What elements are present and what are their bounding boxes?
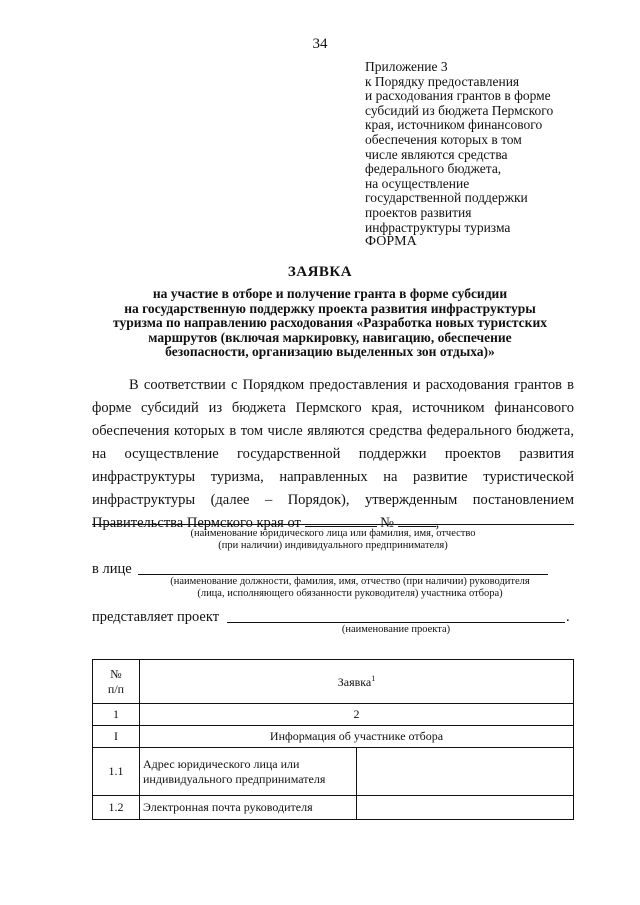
subtitle-line: на участие в отборе и получение гранта в форме субсидии bbox=[152, 286, 508, 301]
appendix-line: федерального бюджета, bbox=[365, 161, 502, 177]
index-cell: 1 bbox=[93, 704, 140, 726]
row-label-cell: Адрес юридического лица или индивидуального предпринимателя bbox=[140, 748, 357, 796]
row-label-cell: Электронная почта руководителя bbox=[140, 796, 357, 820]
comma: , bbox=[435, 515, 440, 531]
project-name-field[interactable] bbox=[227, 622, 565, 623]
project-caption: (наименование проекта) bbox=[341, 624, 451, 635]
appendix-block bbox=[365, 60, 595, 235]
representative-field[interactable] bbox=[138, 574, 548, 575]
header-number-cell bbox=[93, 660, 140, 704]
document-title: ЗАЯВКА bbox=[287, 264, 353, 280]
applicant-name-field[interactable] bbox=[92, 524, 574, 525]
appendix-line: проектов развития bbox=[365, 204, 472, 220]
number-sign: № bbox=[380, 515, 394, 531]
form-label: ФОРМА bbox=[365, 234, 417, 249]
table-header-row bbox=[93, 660, 574, 704]
header-number-label: п/п bbox=[107, 681, 125, 696]
header-request-label: Заявка bbox=[337, 674, 372, 689]
row-number-cell: 1.2 bbox=[93, 796, 140, 820]
subtitle-line: безопасности, организацию выделенных зон отдыха)» bbox=[165, 344, 495, 359]
table-row bbox=[93, 796, 574, 820]
subtitle-line: на государственную поддержку проекта развития инфраструктуры bbox=[124, 300, 536, 316]
representative-caption bbox=[110, 576, 590, 600]
appendix-line: на осуществление bbox=[365, 175, 470, 191]
table-index-row bbox=[93, 704, 574, 726]
caption-line: (при наличии) индивидуального предпринимателя) bbox=[218, 540, 448, 551]
caption-line: (лица, исполняющего обязанности руководителя) участника отбора) bbox=[197, 588, 503, 599]
header-number-label: № bbox=[110, 666, 122, 681]
footnote-mark: 1 bbox=[371, 673, 376, 683]
appendix-line: числе являются средства bbox=[365, 146, 508, 162]
table-section-row bbox=[93, 726, 574, 748]
row-number-cell: 1.1 bbox=[93, 748, 140, 796]
subtitle-line: туризма по направлению расходования «Разработка новых туристских bbox=[113, 315, 547, 330]
appendix-line: обеспечения которых в том bbox=[365, 131, 522, 147]
appendix-line: и расходования грантов в форме bbox=[365, 88, 551, 104]
section-number-cell: I bbox=[93, 726, 140, 748]
request-table bbox=[92, 659, 574, 820]
representative-label: в лице bbox=[92, 561, 132, 577]
caption-line: (наименование юридического лица или фамилия, имя, отчество bbox=[190, 528, 476, 539]
caption-line: (наименование должности, фамилия, имя, отчество (при наличии) руководителя bbox=[170, 576, 530, 587]
body-text: В соответствии с Порядком предоставления и расходования грантов в форме субсидий из бюджета Пермского края, источником финансового обеспечения которых в том числе являются средства федерального бюджета, на осуществление государственной поддержки проектов развития инфраструктуры туризма, направленных на развитие туристической инфраструктуры (далее – Порядок), утвержденным постановлением Правительства Пермского края от bbox=[92, 377, 574, 531]
appendix-line: государственной поддержки bbox=[365, 190, 528, 206]
row-value-cell[interactable] bbox=[357, 796, 574, 820]
table-row bbox=[93, 748, 574, 796]
appendix-line: инфраструктуры туризма bbox=[365, 219, 511, 235]
index-cell: 2 bbox=[140, 704, 574, 726]
appendix-line: края, источником финансового bbox=[365, 117, 543, 133]
appendix-line: субсидий из бюджета Пермского bbox=[365, 102, 554, 118]
applicant-caption bbox=[92, 528, 574, 552]
body-paragraph bbox=[92, 374, 574, 535]
subtitle-line: маршрутов (включая маркировку, навигацию, обеспечение bbox=[148, 329, 512, 345]
appendix-line: к Порядку предоставления bbox=[365, 73, 520, 89]
header-request-cell bbox=[140, 660, 574, 704]
project-period: . bbox=[566, 609, 570, 625]
section-title-cell: Информация об участнике отбора bbox=[140, 726, 574, 748]
document-subtitle bbox=[70, 287, 590, 360]
row-value-cell[interactable] bbox=[357, 748, 574, 796]
appendix-line: Приложение 3 bbox=[365, 59, 448, 74]
page-number: 34 bbox=[312, 36, 328, 52]
project-label: представляет проект bbox=[92, 609, 220, 625]
